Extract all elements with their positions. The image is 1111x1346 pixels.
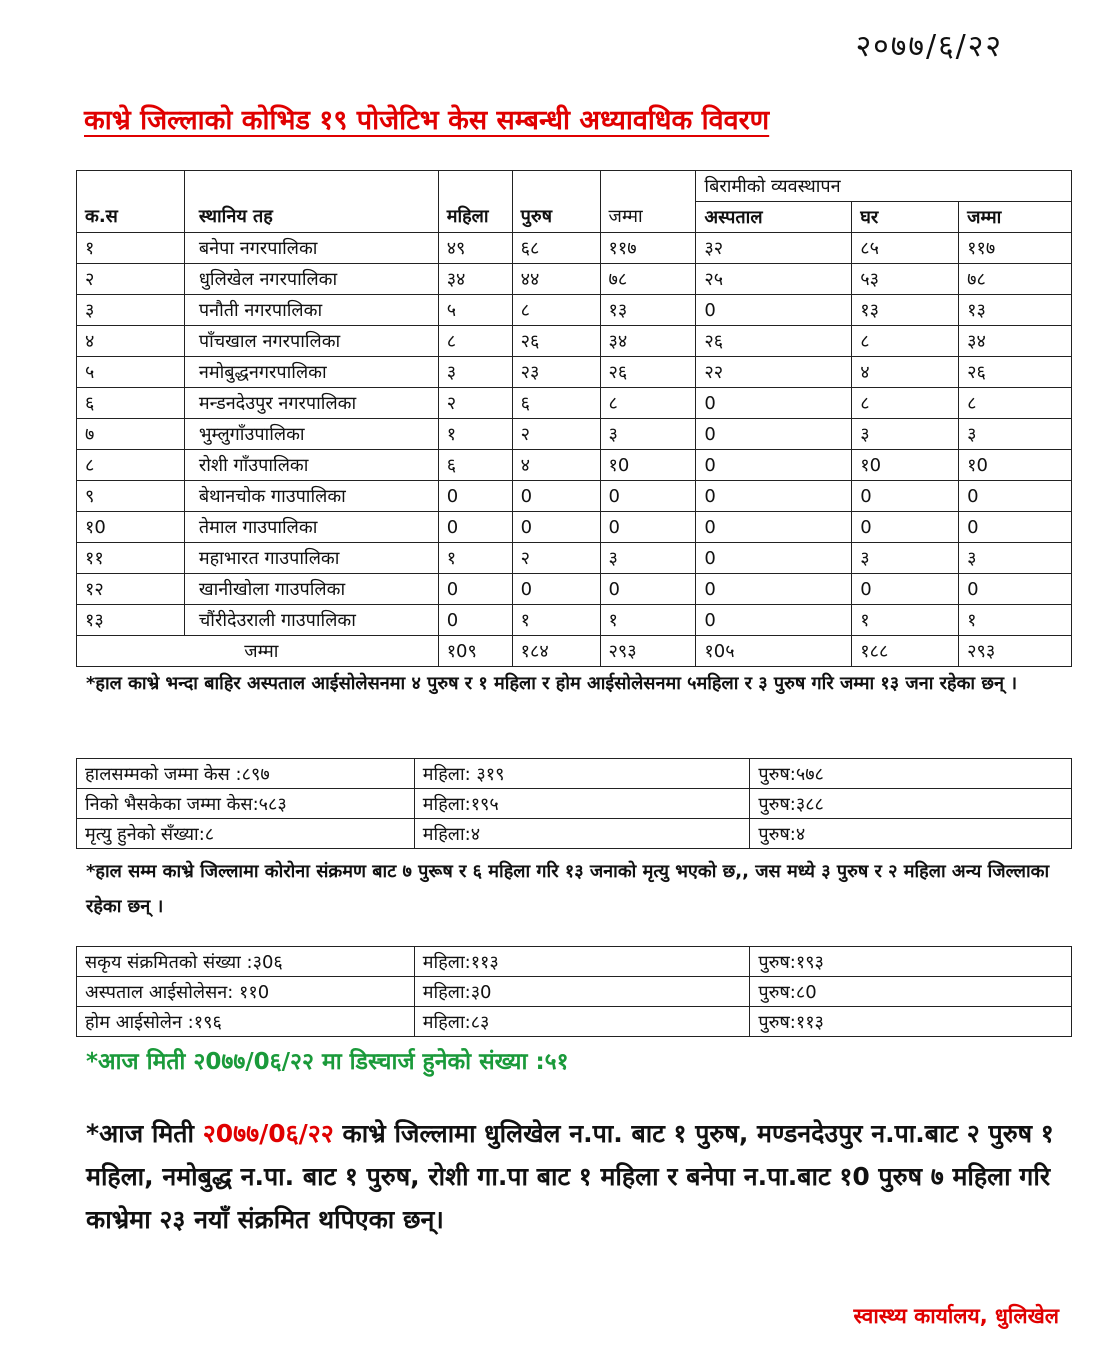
table-cell: 0 — [959, 574, 1072, 605]
table-cell: ८५ — [852, 233, 959, 264]
table-cell: ३ — [959, 419, 1072, 450]
new-cases-prefix: *आज मिती — [86, 1119, 203, 1148]
table-cell: 0 — [600, 512, 696, 543]
table-cell: २३ — [512, 357, 600, 388]
table-cell: १३ — [600, 295, 696, 326]
table-cell: ६८ — [512, 233, 600, 264]
table-cell: ११ — [77, 543, 185, 574]
page-title: काभ्रे जिल्लाको कोभिड १९ पोजेटिभ केस सम्बन्धी अध्यावधिक विवरण — [84, 105, 770, 136]
table-cell: ५ — [438, 295, 512, 326]
table-cell: २६ — [959, 357, 1072, 388]
total-cell: १८८ — [852, 636, 959, 667]
table-cell: धुलिखेल नगरपालिका — [184, 264, 438, 295]
discharge-note: *आज मिती २0७७/0६/२२ मा डिस्चार्ज हुनेको संख्या :५१ — [86, 1049, 569, 1075]
table-cell: ७८ — [959, 264, 1072, 295]
table-cell: ५ — [77, 357, 185, 388]
table-cell: १0 — [600, 450, 696, 481]
table-cell: 0 — [438, 512, 512, 543]
new-cases-note — [86, 1112, 1066, 1241]
table-row — [77, 326, 1072, 357]
table-cell: पाँचखाल नगरपालिका — [184, 326, 438, 357]
table-cell: १ — [438, 543, 512, 574]
table-cell: ३२ — [696, 233, 852, 264]
table-cell: २ — [438, 388, 512, 419]
table-cell: 0 — [696, 512, 852, 543]
summary-cell: महिला:१९५ — [414, 789, 750, 819]
table-cell: ३ — [77, 295, 185, 326]
table-cell: 0 — [696, 450, 852, 481]
summary-cell: सकृय संक्रमितको संख्या :३0६ — [77, 947, 415, 977]
table-cell: ३४ — [959, 326, 1072, 357]
table-cell: मन्डनदेउपुर नगरपालिका — [184, 388, 438, 419]
table-cell: १ — [959, 605, 1072, 636]
table-row — [77, 295, 1072, 326]
summary-cell: मृत्यु हुनेको सँख्या:८ — [77, 819, 415, 849]
summary-cell: पुरुष:४ — [750, 819, 1072, 849]
table-cell: ४ — [852, 357, 959, 388]
table-cell: १३ — [77, 605, 185, 636]
summary-cell: होम आईसोलेन :१९६ — [77, 1007, 415, 1037]
table-cell: 0 — [696, 543, 852, 574]
table-cell: महाभारत गाउपालिका — [184, 543, 438, 574]
table-cell: ११७ — [600, 233, 696, 264]
table-cell: १0 — [959, 450, 1072, 481]
table-cell: 0 — [959, 512, 1072, 543]
table-cell: चौंरीदेउराली गाउपालिका — [184, 605, 438, 636]
table-cell: २६ — [512, 326, 600, 357]
table-cell: ३४ — [600, 326, 696, 357]
table-cell: २२ — [696, 357, 852, 388]
table-cell: २ — [77, 264, 185, 295]
cumulative-summary-table — [76, 758, 1072, 849]
table-cell: 0 — [959, 481, 1072, 512]
table-cell: १३ — [959, 295, 1072, 326]
table-cell: १ — [512, 605, 600, 636]
table-row — [77, 388, 1072, 419]
active-cases-table — [76, 946, 1072, 1037]
table-cell: ९ — [77, 481, 185, 512]
table-row — [77, 233, 1072, 264]
summary-cell: निको भैसकेका जम्मा केस:५८३ — [77, 789, 415, 819]
table-cell: 0 — [696, 295, 852, 326]
new-cases-text: काभ्रे जिल्लामा धुलिखेल न.पा. बाट १ पुरुष, मण्डनदेउपुर न.पा.बाट २ पुरुष १ महिला, नमोबुद्ध न.पा. बाट १ पुरुष, रोशी गा.पा बाट १ महिला र बनेपा न.पा.बाट १0 पुरुष ७ महिला गरि काभ्रेमा २३ नयाँ संक्रमित थपिएका छन्। — [86, 1119, 1054, 1234]
table-cell: २ — [512, 419, 600, 450]
table-row — [77, 512, 1072, 543]
table-cell: बनेपा नगरपालिका — [184, 233, 438, 264]
table-cell: १0 — [852, 450, 959, 481]
table-cell: ३ — [438, 357, 512, 388]
table-row — [77, 481, 1072, 512]
column-header-male: पुरुष — [512, 171, 600, 233]
summary-cell: महिला:११३ — [414, 947, 750, 977]
table-cell: पनौती नगरपालिका — [184, 295, 438, 326]
total-cell: १८४ — [512, 636, 600, 667]
summary-row — [77, 977, 1072, 1007]
table-row — [77, 264, 1072, 295]
table-cell: ८ — [852, 388, 959, 419]
covid-cases-table — [76, 170, 1072, 667]
summary-cell: हालसम्मको जम्मा केस :८९७ — [77, 759, 415, 789]
table-cell: 0 — [512, 512, 600, 543]
table-cell: बेथानचोक गाउपालिका — [184, 481, 438, 512]
table-cell: ३ — [852, 543, 959, 574]
summary-row — [77, 947, 1072, 977]
total-label: जम्मा — [77, 636, 439, 667]
table-cell: 0 — [696, 481, 852, 512]
table-cell: १२ — [77, 574, 185, 605]
table-cell: १ — [77, 233, 185, 264]
column-header-total: जम्मा — [600, 171, 696, 233]
total-row — [77, 636, 1072, 667]
table-row — [77, 574, 1072, 605]
column-header-local-level: स्थानिय तह — [184, 171, 438, 233]
table-cell: 0 — [696, 574, 852, 605]
table-cell: रोशी गाँउपालिका — [184, 450, 438, 481]
table-cell: ३ — [959, 543, 1072, 574]
table-cell: ६ — [512, 388, 600, 419]
table-cell: 0 — [696, 419, 852, 450]
report-date: २०७७/६/२२ — [855, 29, 1003, 64]
table-cell: ४४ — [512, 264, 600, 295]
column-header-management-total: जम्मा — [959, 202, 1072, 233]
outside-district-note: *हाल काभ्रे भन्दा बाहिर अस्पताल आईसोलेसनमा ४ पुरुष र १ महिला र होम आईसोलेसनमा ५महिला र ३ पुरुष गरि जम्मा १३ जना रहेका छन् । — [86, 673, 1018, 694]
table-cell: १ — [438, 419, 512, 450]
table-cell: ८ — [959, 388, 1072, 419]
table-cell: ८ — [600, 388, 696, 419]
table-cell: १३ — [852, 295, 959, 326]
patient-management-header: बिरामीको व्यवस्थापन — [696, 171, 1072, 202]
table-cell: ७ — [77, 419, 185, 450]
table-cell: २५ — [696, 264, 852, 295]
table-cell: २ — [512, 543, 600, 574]
total-cell: १0९ — [438, 636, 512, 667]
table-row — [77, 543, 1072, 574]
table-cell: ३ — [600, 543, 696, 574]
table-cell: 0 — [512, 481, 600, 512]
table-row — [77, 357, 1072, 388]
table-cell: ८ — [852, 326, 959, 357]
summary-row — [77, 819, 1072, 849]
table-cell: तेमाल गाउपालिका — [184, 512, 438, 543]
summary-cell: पुरुष:११३ — [750, 1007, 1072, 1037]
total-cell: २९३ — [600, 636, 696, 667]
table-cell: 0 — [852, 574, 959, 605]
table-cell: ३ — [600, 419, 696, 450]
table-row — [77, 450, 1072, 481]
table-cell: १0 — [77, 512, 185, 543]
summary-cell: महिला:३0 — [414, 977, 750, 1007]
summary-cell: अस्पताल आईसोलेसन: ११0 — [77, 977, 415, 1007]
summary-row — [77, 759, 1072, 789]
table-cell: 0 — [438, 574, 512, 605]
new-cases-date: २0७७/0६/२२ — [202, 1119, 334, 1148]
table-cell: ४ — [512, 450, 600, 481]
table-cell: नमोबुद्धनगरपालिका — [184, 357, 438, 388]
table-cell: 0 — [852, 481, 959, 512]
table-cell: २६ — [600, 357, 696, 388]
table-cell: 0 — [852, 512, 959, 543]
table-cell: ७८ — [600, 264, 696, 295]
office-signature: स्वास्थ्य कार्यालय, धुलिखेल — [853, 1304, 1059, 1328]
summary-cell: पुरुष:१९३ — [750, 947, 1072, 977]
table-cell: ३ — [852, 419, 959, 450]
table-cell: ५३ — [852, 264, 959, 295]
summary-row — [77, 789, 1072, 819]
summary-cell: पुरुष:३८८ — [750, 789, 1072, 819]
table-cell: 0 — [600, 481, 696, 512]
table-cell: ८ — [512, 295, 600, 326]
table-cell: ८ — [438, 326, 512, 357]
table-cell: १ — [852, 605, 959, 636]
summary-cell: पुरुष:५७८ — [750, 759, 1072, 789]
summary-cell: पुरुष:८0 — [750, 977, 1072, 1007]
table-cell: ४ — [77, 326, 185, 357]
total-cell: १0५ — [696, 636, 852, 667]
summary-row — [77, 1007, 1072, 1037]
table-cell: 0 — [438, 481, 512, 512]
table-cell: ६ — [77, 388, 185, 419]
table-cell: ६ — [438, 450, 512, 481]
summary-cell: महिला:४ — [414, 819, 750, 849]
total-cell: २९३ — [959, 636, 1072, 667]
table-cell: 0 — [438, 605, 512, 636]
table-cell: 0 — [696, 605, 852, 636]
summary-cell: महिला:८३ — [414, 1007, 750, 1037]
table-cell: 0 — [600, 574, 696, 605]
table-cell: खानीखोला गाउपलिका — [184, 574, 438, 605]
summary-cell: महिला: ३१९ — [414, 759, 750, 789]
table-cell: ११७ — [959, 233, 1072, 264]
column-header-home: घर — [852, 202, 959, 233]
table-cell: 0 — [696, 388, 852, 419]
table-row — [77, 419, 1072, 450]
table-cell: ४९ — [438, 233, 512, 264]
table-cell: भुम्लुगाँउपालिका — [184, 419, 438, 450]
column-header-female: महिला — [438, 171, 512, 233]
column-header-hospital: अस्पताल — [696, 202, 852, 233]
table-cell: ३४ — [438, 264, 512, 295]
column-header-sn: क.स — [77, 171, 185, 233]
table-cell: ८ — [77, 450, 185, 481]
table-cell: २६ — [696, 326, 852, 357]
table-cell: 0 — [512, 574, 600, 605]
table-row — [77, 605, 1072, 636]
table-cell: १ — [600, 605, 696, 636]
death-note: *हाल सम्म काभ्रे जिल्लामा कोरोना संक्रमण बाट ७ पुरूष र ६ महिला गरि १३ जनाको मृत्यु भएको छ,, जस मध्ये ३ पुरुष र २ महिला अन्य जिल्लाका रहेका छन् । — [86, 861, 1050, 917]
